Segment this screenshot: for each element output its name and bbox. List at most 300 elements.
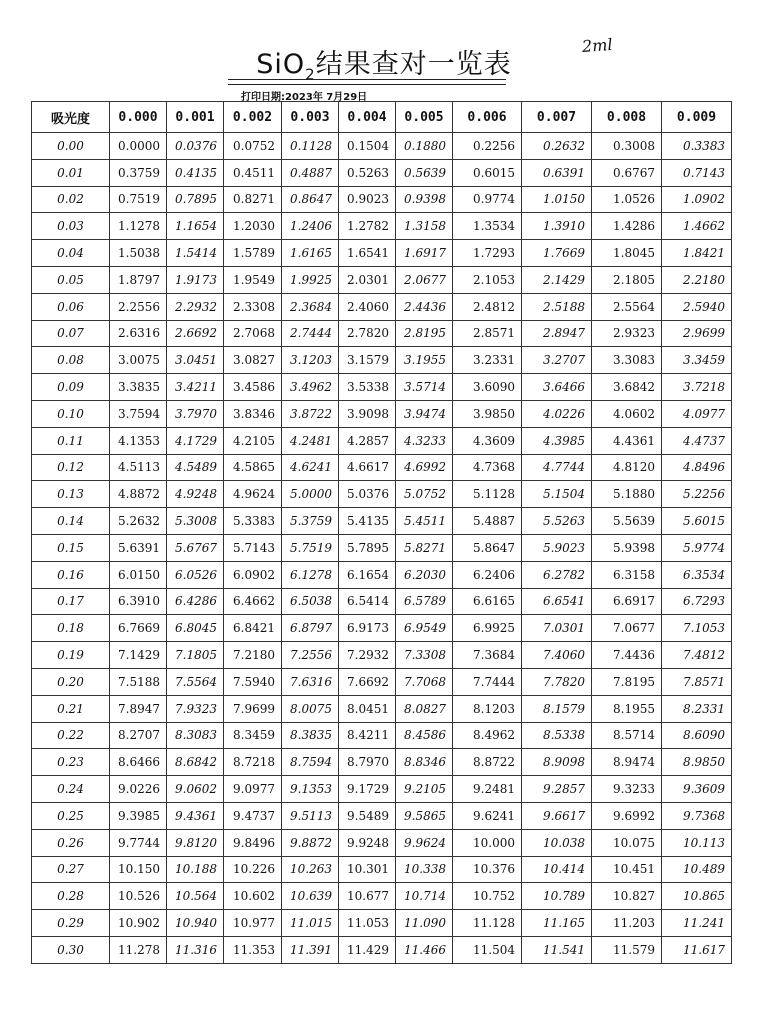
table-cell: 8.5338 — [522, 722, 592, 749]
table-cell: 1.2782 — [339, 213, 396, 240]
table-cell: 7.8571 — [662, 668, 732, 695]
table-cell: 1.3158 — [396, 213, 453, 240]
table-cell: 9.3985 — [110, 802, 167, 829]
table-cell: 11.391 — [282, 936, 339, 963]
table-cell: 6.5414 — [339, 588, 396, 615]
table-cell: 1.7669 — [522, 240, 592, 267]
table-cell: 8.1203 — [453, 695, 522, 722]
table-cell: 9.1353 — [282, 776, 339, 803]
title-subscript: 2 — [305, 65, 316, 84]
table-cell: 7.8195 — [592, 668, 662, 695]
table-cell: 8.0075 — [282, 695, 339, 722]
table-cell: 5.5263 — [522, 508, 592, 535]
table-cell: 11.053 — [339, 910, 396, 937]
table-cell: 4.9248 — [167, 481, 224, 508]
row-header: 0.19 — [32, 642, 110, 669]
table-cell: 1.3910 — [522, 213, 592, 240]
title-text: 结果查对一览表 — [315, 49, 512, 80]
table-cell: 0.3383 — [662, 133, 732, 160]
table-cell: 9.7368 — [662, 802, 732, 829]
table-cell: 8.1579 — [522, 695, 592, 722]
table-cell: 10.977 — [224, 910, 282, 937]
table-cell: 2.2556 — [110, 293, 167, 320]
table-cell: 10.376 — [453, 856, 522, 883]
table-cell: 7.2556 — [282, 642, 339, 669]
table-cell: 7.7444 — [453, 668, 522, 695]
table-cell: 8.2331 — [662, 695, 732, 722]
table-cell: 2.7444 — [282, 320, 339, 347]
row-header: 0.03 — [32, 213, 110, 240]
table-cell: 5.1880 — [592, 481, 662, 508]
table-cell: 4.0226 — [522, 400, 592, 427]
table-cell: 3.6090 — [453, 374, 522, 401]
table-row — [32, 588, 732, 615]
table-cell: 5.7519 — [282, 534, 339, 561]
table-cell: 2.8195 — [396, 320, 453, 347]
table-cell: 1.6541 — [339, 240, 396, 267]
column-header: 0.006 — [453, 102, 522, 133]
table-cell: 3.5714 — [396, 374, 453, 401]
table-cell: 2.9323 — [592, 320, 662, 347]
table-cell: 7.6316 — [282, 668, 339, 695]
table-cell: 10.414 — [522, 856, 592, 883]
table-cell: 3.1579 — [339, 347, 396, 374]
table-cell: 10.752 — [453, 883, 522, 910]
row-header: 0.30 — [32, 936, 110, 963]
row-header: 0.12 — [32, 454, 110, 481]
table-cell: 10.489 — [662, 856, 732, 883]
table-cell: 4.7368 — [453, 454, 522, 481]
table-cell: 9.8120 — [167, 829, 224, 856]
table-cell: 9.1729 — [339, 776, 396, 803]
table-cell: 2.3308 — [224, 293, 282, 320]
row-header: 0.27 — [32, 856, 110, 883]
table-cell: 7.2932 — [339, 642, 396, 669]
table-cell: 11.090 — [396, 910, 453, 937]
table-cell: 8.3083 — [167, 722, 224, 749]
table-cell: 7.7820 — [522, 668, 592, 695]
table-cell: 9.6617 — [522, 802, 592, 829]
table-cell: 6.0526 — [167, 561, 224, 588]
table-row — [32, 910, 732, 937]
column-header: 0.003 — [282, 102, 339, 133]
table-cell: 4.1353 — [110, 427, 167, 454]
table-cell: 4.2481 — [282, 427, 339, 454]
table-cell: 0.5263 — [339, 159, 396, 186]
table-cell: 1.8797 — [110, 266, 167, 293]
table-cell: 4.3985 — [522, 427, 592, 454]
table-row — [32, 802, 732, 829]
handwritten-note: 2ml — [581, 34, 614, 57]
table-cell: 10.000 — [453, 829, 522, 856]
table-cell: 0.4511 — [224, 159, 282, 186]
table-cell: 4.1729 — [167, 427, 224, 454]
table-cell: 4.5865 — [224, 454, 282, 481]
table-row — [32, 374, 732, 401]
corner-header: 吸光度 — [32, 102, 110, 133]
table-cell: 3.8346 — [224, 400, 282, 427]
table-cell: 3.0827 — [224, 347, 282, 374]
table-cell: 6.4662 — [224, 588, 282, 615]
table-cell: 1.0526 — [592, 186, 662, 213]
row-header: 0.07 — [32, 320, 110, 347]
table-cell: 1.6165 — [282, 240, 339, 267]
table-cell: 7.6692 — [339, 668, 396, 695]
table-cell: 3.7594 — [110, 400, 167, 427]
table-cell: 7.1053 — [662, 615, 732, 642]
table-cell: 5.4135 — [339, 508, 396, 535]
table-row — [32, 856, 732, 883]
table-cell: 1.8421 — [662, 240, 732, 267]
table-cell: 4.7744 — [522, 454, 592, 481]
row-header: 0.21 — [32, 695, 110, 722]
table-row — [32, 347, 732, 374]
table-row — [32, 159, 732, 186]
table-cell: 10.451 — [592, 856, 662, 883]
table-cell: 8.6842 — [167, 749, 224, 776]
table-cell: 10.301 — [339, 856, 396, 883]
table-cell: 2.4060 — [339, 293, 396, 320]
table-cell: 1.1654 — [167, 213, 224, 240]
table-cell: 10.113 — [662, 829, 732, 856]
table-cell: 1.0150 — [522, 186, 592, 213]
table-cell: 7.5564 — [167, 668, 224, 695]
table-cell: 0.2632 — [522, 133, 592, 160]
table-row — [32, 481, 732, 508]
table-cell: 2.0677 — [396, 266, 453, 293]
table-cell: 2.4812 — [453, 293, 522, 320]
table-cell: 8.1955 — [592, 695, 662, 722]
table-cell: 4.5113 — [110, 454, 167, 481]
table-cell: 11.316 — [167, 936, 224, 963]
table-cell: 3.1955 — [396, 347, 453, 374]
row-header: 0.08 — [32, 347, 110, 374]
table-cell: 2.4436 — [396, 293, 453, 320]
table-cell: 11.278 — [110, 936, 167, 963]
table-cell: 9.6241 — [453, 802, 522, 829]
table-cell: 0.4887 — [282, 159, 339, 186]
print-date: 打印日期:2023年 7月29日 — [241, 92, 368, 103]
table-cell: 6.8421 — [224, 615, 282, 642]
table-cell: 3.9474 — [396, 400, 453, 427]
table-cell: 0.4135 — [167, 159, 224, 186]
table-cell: 6.9925 — [453, 615, 522, 642]
table-cell: 5.1504 — [522, 481, 592, 508]
table-cell: 2.2180 — [662, 266, 732, 293]
table-cell: 5.6391 — [110, 534, 167, 561]
table-cell: 4.4361 — [592, 427, 662, 454]
table-row — [32, 936, 732, 963]
table-cell: 5.4511 — [396, 508, 453, 535]
row-header: 0.01 — [32, 159, 110, 186]
table-cell: 6.8797 — [282, 615, 339, 642]
table-cell: 6.9173 — [339, 615, 396, 642]
table-cell: 3.1203 — [282, 347, 339, 374]
table-cell: 2.5564 — [592, 293, 662, 320]
table-cell: 10.188 — [167, 856, 224, 883]
table-cell: 1.9173 — [167, 266, 224, 293]
table-cell: 2.6692 — [167, 320, 224, 347]
table-cell: 10.639 — [282, 883, 339, 910]
column-header: 0.009 — [662, 102, 732, 133]
table-cell: 1.8045 — [592, 240, 662, 267]
table-cell: 3.5338 — [339, 374, 396, 401]
table-cell: 9.9248 — [339, 829, 396, 856]
table-cell: 1.0902 — [662, 186, 732, 213]
table-cell: 7.9699 — [224, 695, 282, 722]
table-cell: 7.1429 — [110, 642, 167, 669]
table-cell: 3.0451 — [167, 347, 224, 374]
table-cell: 3.3083 — [592, 347, 662, 374]
table-cell: 5.8647 — [453, 534, 522, 561]
table-cell: 8.6466 — [110, 749, 167, 776]
table-cell: 5.3008 — [167, 508, 224, 535]
table-cell: 6.0902 — [224, 561, 282, 588]
table-cell: 0.6767 — [592, 159, 662, 186]
table-cell: 9.8872 — [282, 829, 339, 856]
table-row — [32, 615, 732, 642]
table-cell: 0.0752 — [224, 133, 282, 160]
column-header: 0.005 — [396, 102, 453, 133]
table-cell: 7.3308 — [396, 642, 453, 669]
table-cell: 4.6992 — [396, 454, 453, 481]
row-header: 0.00 — [32, 133, 110, 160]
table-cell: 0.7895 — [167, 186, 224, 213]
table-cell: 11.429 — [339, 936, 396, 963]
table-cell: 8.2707 — [110, 722, 167, 749]
table-cell: 3.0075 — [110, 347, 167, 374]
table-cell: 7.4060 — [522, 642, 592, 669]
table-cell: 3.7970 — [167, 400, 224, 427]
table-cell: 9.8496 — [224, 829, 282, 856]
table-cell: 10.714 — [396, 883, 453, 910]
table-row — [32, 561, 732, 588]
table-cell: 1.9925 — [282, 266, 339, 293]
table-cell: 10.865 — [662, 883, 732, 910]
table-cell: 5.3759 — [282, 508, 339, 535]
table-cell: 0.9023 — [339, 186, 396, 213]
table-cell: 4.8120 — [592, 454, 662, 481]
table-cell: 5.7895 — [339, 534, 396, 561]
table-cell: 10.263 — [282, 856, 339, 883]
table-cell: 5.6767 — [167, 534, 224, 561]
table-cell: 7.5188 — [110, 668, 167, 695]
table-cell: 8.9474 — [592, 749, 662, 776]
title-underline-top — [228, 79, 506, 80]
page-title — [0, 42, 768, 83]
table-row — [32, 722, 732, 749]
table-cell: 1.3534 — [453, 213, 522, 240]
table-cell: 4.2857 — [339, 427, 396, 454]
table-cell: 8.4211 — [339, 722, 396, 749]
table-cell: 2.0301 — [339, 266, 396, 293]
table-cell: 5.0000 — [282, 481, 339, 508]
table-cell: 10.902 — [110, 910, 167, 937]
table-cell: 6.2782 — [522, 561, 592, 588]
table-cell: 0.1128 — [282, 133, 339, 160]
table-cell: 3.2707 — [522, 347, 592, 374]
row-header: 0.14 — [32, 508, 110, 535]
table-row — [32, 266, 732, 293]
table-cell: 1.1278 — [110, 213, 167, 240]
table-cell: 10.075 — [592, 829, 662, 856]
table-cell: 8.4586 — [396, 722, 453, 749]
table-cell: 5.9023 — [522, 534, 592, 561]
table-cell: 9.0226 — [110, 776, 167, 803]
table-cell: 2.9699 — [662, 320, 732, 347]
row-header: 0.25 — [32, 802, 110, 829]
table-cell: 6.6917 — [592, 588, 662, 615]
table-cell: 1.5414 — [167, 240, 224, 267]
table-cell: 6.6165 — [453, 588, 522, 615]
table-cell: 9.0977 — [224, 776, 282, 803]
table-cell: 11.165 — [522, 910, 592, 937]
table-cell: 11.617 — [662, 936, 732, 963]
table-cell: 6.1654 — [339, 561, 396, 588]
table-cell: 5.1128 — [453, 481, 522, 508]
table-cell: 7.2180 — [224, 642, 282, 669]
table-cell: 6.1278 — [282, 561, 339, 588]
table-cell: 6.7293 — [662, 588, 732, 615]
table-cell: 8.8722 — [453, 749, 522, 776]
table-cell: 8.0827 — [396, 695, 453, 722]
table-cell: 8.7970 — [339, 749, 396, 776]
row-header: 0.28 — [32, 883, 110, 910]
table-cell: 2.1429 — [522, 266, 592, 293]
table-cell: 5.4887 — [453, 508, 522, 535]
table-cell: 8.7594 — [282, 749, 339, 776]
row-header: 0.29 — [32, 910, 110, 937]
table-cell: 4.8496 — [662, 454, 732, 481]
row-header: 0.04 — [32, 240, 110, 267]
table-cell: 5.5639 — [592, 508, 662, 535]
table-cell: 9.5865 — [396, 802, 453, 829]
table-cell: 0.9398 — [396, 186, 453, 213]
table-cell: 1.4286 — [592, 213, 662, 240]
table-cell: 4.9624 — [224, 481, 282, 508]
table-cell: 8.3459 — [224, 722, 282, 749]
row-header: 0.24 — [32, 776, 110, 803]
table-cell: 6.7669 — [110, 615, 167, 642]
table-cell: 10.526 — [110, 883, 167, 910]
table-cell: 0.3008 — [592, 133, 662, 160]
table-cell: 5.0376 — [339, 481, 396, 508]
table-body — [32, 133, 732, 964]
table-cell: 8.6090 — [662, 722, 732, 749]
table-cell: 10.338 — [396, 856, 453, 883]
table-cell: 10.789 — [522, 883, 592, 910]
table-row — [32, 400, 732, 427]
table-row — [32, 749, 732, 776]
table-row — [32, 133, 732, 160]
table-cell: 3.9098 — [339, 400, 396, 427]
table-cell: 6.3910 — [110, 588, 167, 615]
table-cell: 9.5489 — [339, 802, 396, 829]
header-row — [32, 102, 732, 133]
column-header: 0.004 — [339, 102, 396, 133]
table-cell: 7.5940 — [224, 668, 282, 695]
table-cell: 0.3759 — [110, 159, 167, 186]
table-cell: 2.1805 — [592, 266, 662, 293]
table-row — [32, 293, 732, 320]
table-cell: 3.6466 — [522, 374, 592, 401]
table-cell: 9.3609 — [662, 776, 732, 803]
table-row — [32, 186, 732, 213]
table-cell: 11.015 — [282, 910, 339, 937]
table-cell: 8.4962 — [453, 722, 522, 749]
row-header: 0.20 — [32, 668, 110, 695]
table-cell: 10.940 — [167, 910, 224, 937]
table-cell: 2.7820 — [339, 320, 396, 347]
table-cell: 3.2331 — [453, 347, 522, 374]
table-cell: 2.3684 — [282, 293, 339, 320]
row-header: 0.05 — [32, 266, 110, 293]
table-cell: 6.6541 — [522, 588, 592, 615]
table-cell: 8.9098 — [522, 749, 592, 776]
table-row — [32, 508, 732, 535]
table-cell: 0.5639 — [396, 159, 453, 186]
table-row — [32, 213, 732, 240]
table-cell: 10.150 — [110, 856, 167, 883]
table-cell: 6.3158 — [592, 561, 662, 588]
row-header: 0.06 — [32, 293, 110, 320]
title-underline-bottom — [228, 84, 506, 85]
table-cell: 9.2857 — [522, 776, 592, 803]
table-cell: 0.7519 — [110, 186, 167, 213]
table-cell: 6.9549 — [396, 615, 453, 642]
table-cell: 9.5113 — [282, 802, 339, 829]
table-cell: 10.602 — [224, 883, 282, 910]
table-row — [32, 642, 732, 669]
table-cell: 6.5038 — [282, 588, 339, 615]
table-cell: 3.3835 — [110, 374, 167, 401]
table-cell: 3.8722 — [282, 400, 339, 427]
table-cell: 5.3383 — [224, 508, 282, 535]
row-header: 0.22 — [32, 722, 110, 749]
table-row — [32, 776, 732, 803]
table-cell: 8.3835 — [282, 722, 339, 749]
table-cell: 8.0451 — [339, 695, 396, 722]
table-cell: 4.3609 — [453, 427, 522, 454]
table-cell: 9.7744 — [110, 829, 167, 856]
table-cell: 4.6617 — [339, 454, 396, 481]
table-cell: 1.2030 — [224, 213, 282, 240]
column-header: 0.007 — [522, 102, 592, 133]
table-cell: 11.353 — [224, 936, 282, 963]
column-header: 0.000 — [110, 102, 167, 133]
table-row — [32, 829, 732, 856]
table-cell: 11.541 — [522, 936, 592, 963]
table-cell: 3.6842 — [592, 374, 662, 401]
row-header: 0.23 — [32, 749, 110, 776]
table-cell: 7.4812 — [662, 642, 732, 669]
table-cell: 10.038 — [522, 829, 592, 856]
title-formula: SiO — [256, 49, 306, 80]
row-header: 0.10 — [32, 400, 110, 427]
table-cell: 5.9774 — [662, 534, 732, 561]
table-cell: 7.1805 — [167, 642, 224, 669]
table-cell: 7.0301 — [522, 615, 592, 642]
table-cell: 0.9774 — [453, 186, 522, 213]
table-cell: 1.5789 — [224, 240, 282, 267]
table-row — [32, 320, 732, 347]
table-cell: 8.5714 — [592, 722, 662, 749]
table-cell: 1.9549 — [224, 266, 282, 293]
table-cell: 2.6316 — [110, 320, 167, 347]
table-cell: 5.2632 — [110, 508, 167, 535]
table-cell: 2.5940 — [662, 293, 732, 320]
table-cell: 11.504 — [453, 936, 522, 963]
